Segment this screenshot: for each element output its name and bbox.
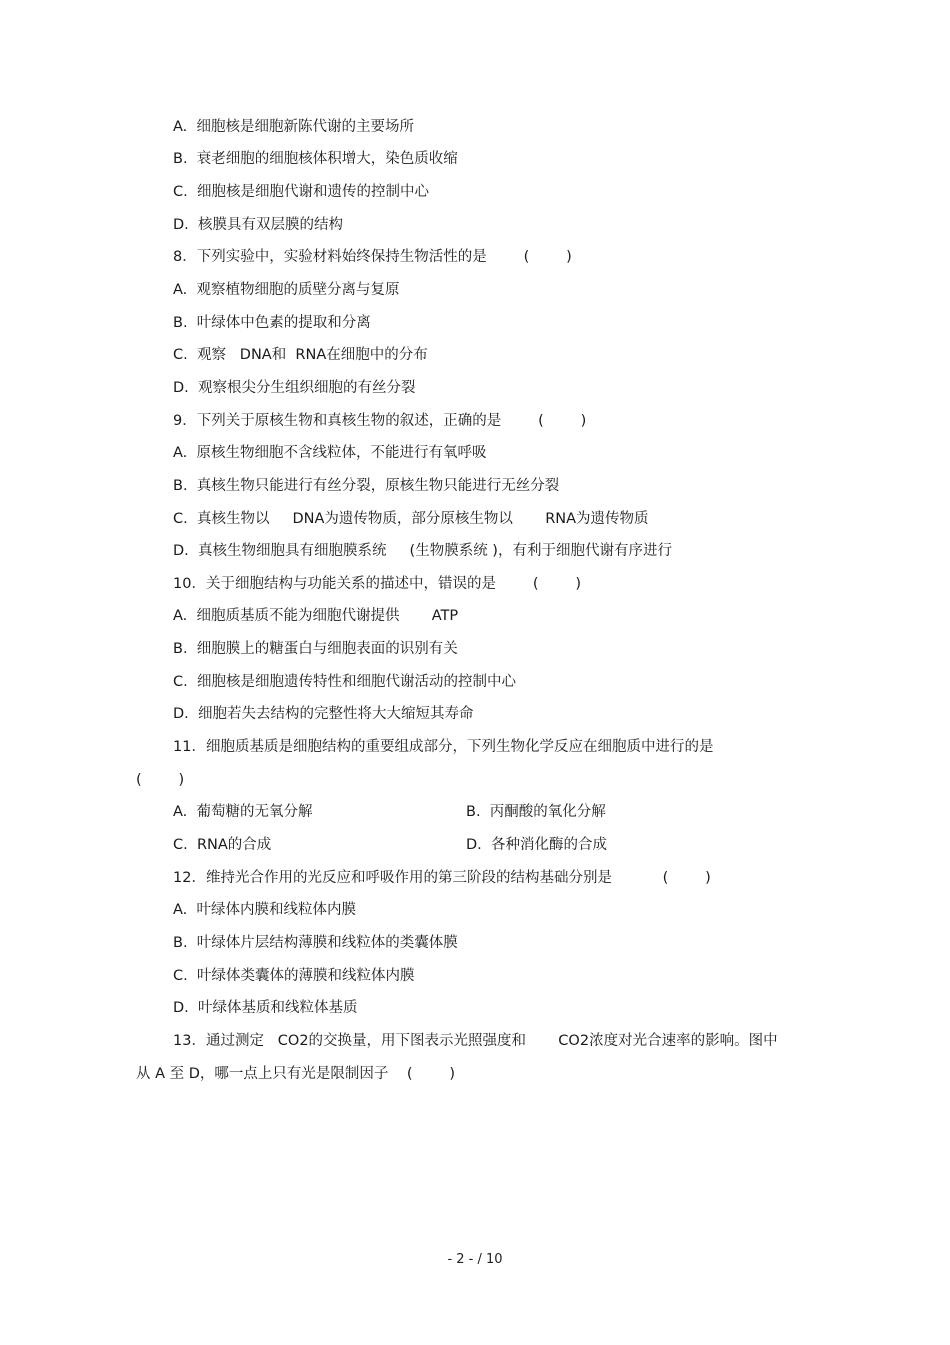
q9-stem: 9．下列关于原核生物和真核生物的叙述，正确的是 ( ) bbox=[173, 413, 587, 429]
q7-option-c: C. 细胞核是细胞代谢和遗传的控制中心 bbox=[173, 184, 429, 200]
q13-stem-line1: 13．通过测定 CO2的交换量，用下图表示光照强度和 CO2浓度对光合速率的影响。图中 bbox=[173, 1033, 778, 1049]
q9-option-c: C. 真核生物以 DNA为遗传物质，部分原核生物以 RNA为遗传物质 bbox=[173, 511, 649, 527]
q7-option-a: A. 细胞核是细胞新陈代谢的主要场所 bbox=[173, 119, 414, 135]
q10-option-a: A. 细胞质基质不能为细胞代谢提供 ATP bbox=[173, 608, 459, 624]
q12-option-c: C. 叶绿体类囊体的薄膜和线粒体内膜 bbox=[173, 968, 415, 984]
q10-option-c: C. 细胞核是细胞遗传特性和细胞代谢活动的控制中心 bbox=[173, 674, 516, 690]
q12-option-a: A. 叶绿体内膜和线粒体内膜 bbox=[173, 902, 356, 918]
q8-option-a: A. 观察植物细胞的质壁分离与复原 bbox=[173, 282, 400, 298]
q12-stem: 12．维持光合作用的光反应和呼吸作用的第三阶段的结构基础分别是 ( ) bbox=[173, 870, 711, 886]
q13-stem-line2: 从 A 至 D，哪一点上只有光是限制因子 ( ) bbox=[136, 1066, 456, 1082]
q11-answer-blank: ( ) bbox=[136, 772, 185, 788]
q11-option-b: B. 丙酮酸的氧化分解 bbox=[466, 804, 606, 820]
q7-option-b: B. 衰老细胞的细胞核体积增大，染色质收缩 bbox=[173, 151, 458, 167]
q9-option-d: D. 真核生物细胞具有细胞膜系统 (生物膜系统 )，有利于细胞代谢有序进行 bbox=[173, 543, 672, 559]
q10-option-b: B. 细胞膜上的糖蛋白与细胞表面的识别有关 bbox=[173, 641, 458, 657]
q11-stem: 11．细胞质基质是细胞结构的重要组成部分，下列生物化学反应在细胞质中进行的是 bbox=[173, 739, 714, 755]
q9-option-a: A. 原核生物细胞不含线粒体，不能进行有氧呼吸 bbox=[173, 445, 487, 461]
q11-option-d: D. 各种消化酶的合成 bbox=[466, 837, 607, 853]
q11-option-c: C. RNA的合成 bbox=[173, 837, 272, 853]
page-number: - 2 - / 10 bbox=[447, 1252, 503, 1267]
q8-option-d: D. 观察根尖分生组织细胞的有丝分裂 bbox=[173, 380, 416, 396]
q12-option-d: D. 叶绿体基质和线粒体基质 bbox=[173, 1000, 358, 1016]
q10-stem: 10．关于细胞结构与功能关系的描述中，错误的是 ( ) bbox=[173, 576, 582, 592]
q10-option-d: D. 细胞若失去结构的完整性将大大缩短其寿命 bbox=[173, 706, 474, 722]
q11-option-a: A. 葡萄糖的无氧分解 bbox=[173, 804, 313, 820]
q9-option-b: B. 真核生物只能进行有丝分裂，原核生物只能进行无丝分裂 bbox=[173, 478, 560, 494]
q8-option-c: C. 观察 DNA和 RNA在细胞中的分布 bbox=[173, 347, 428, 363]
q12-option-b: B. 叶绿体片层结构薄膜和线粒体的类囊体膜 bbox=[173, 935, 458, 951]
q7-option-d: D. 核膜具有双层膜的结构 bbox=[173, 217, 343, 233]
q8-stem: 8．下列实验中，实验材料始终保持生物活性的是 ( ) bbox=[173, 249, 572, 265]
q8-option-b: B. 叶绿体中色素的提取和分离 bbox=[173, 315, 371, 331]
